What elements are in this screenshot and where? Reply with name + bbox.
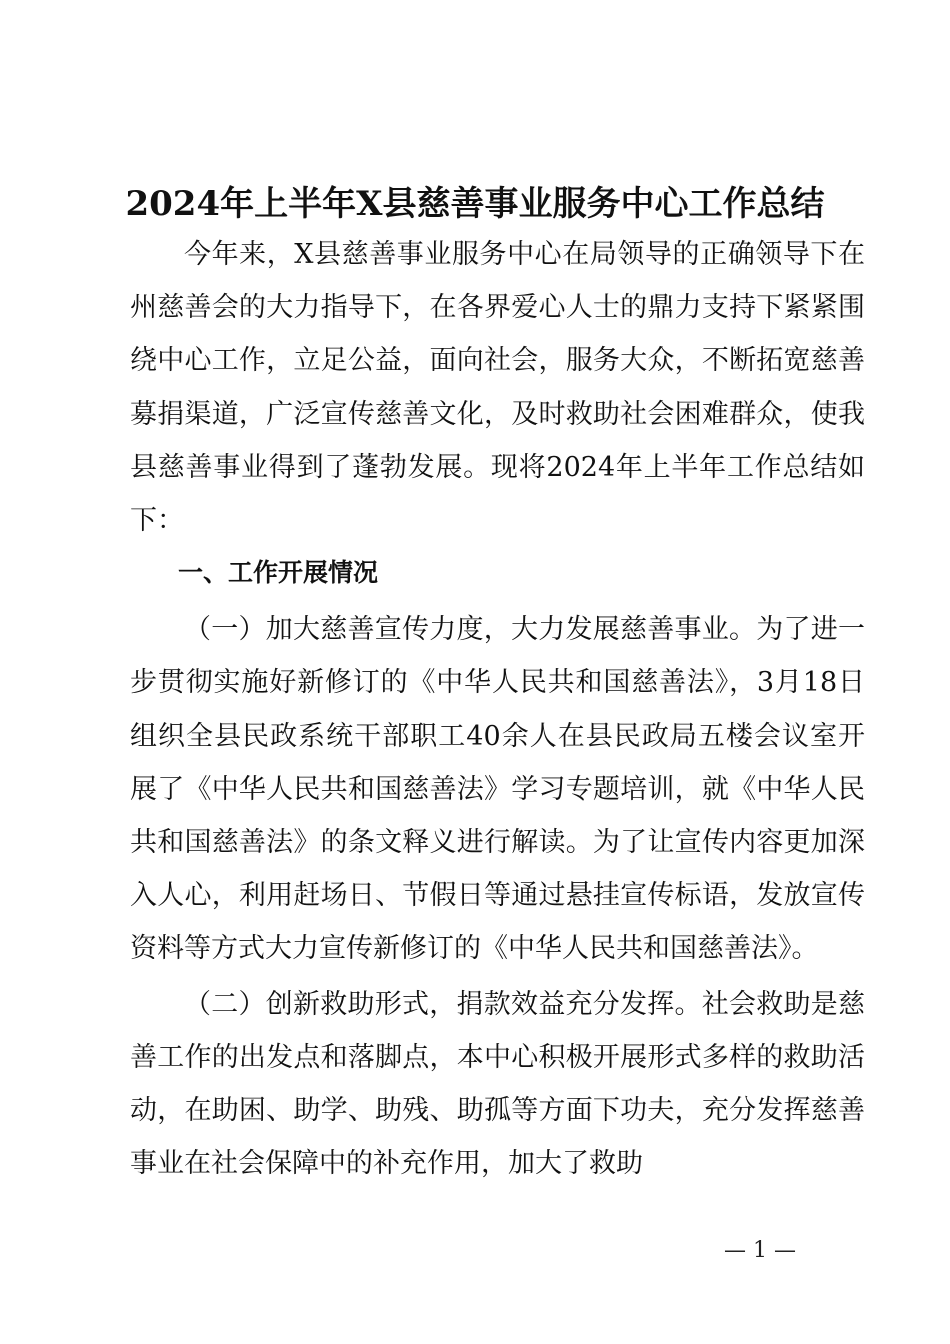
document-title: 2024年上半年X县慈善事业服务中心工作总结 [125, 184, 825, 224]
paragraph-1: （一）加大慈善宣传力度，大力发展慈善事业。为了进一步贯彻实施好新修订的《中华人民共和国慈善法》，3月18日组织全县民政系统干部职工40余人在县民政局五楼会议室开展了《中华人民共和国慈善法》学习专题培训，就《中华人民共和国慈善法》的条文释义进行解读。为了让宣传内容更加深入人心，利用赶场日、节假日等通过悬挂宣传标语，发放宣传资料等方式大力宣传新修订的《中华人民共和国慈善法》。 [130, 614, 865, 965]
page-number: — 1 — [724, 1238, 796, 1263]
document-body [130, 228, 865, 1190]
paragraph-2: （二）创新救助形式，捐款效益充分发挥。社会救助是慈善工作的出发点和落脚点，本中心积极开展形式多样的救助活动，在助困、助学、助残、助孤等方面下功夫，充分发挥慈善事业在社会保障中的补充作用，加大了救助 [130, 988, 865, 1180]
intro-paragraph: 今年来，X县慈善事业服务中心在局领导的正确领导下在州慈善会的大力指导下，在各界爱心人士的鼎力支持下紧紧围绕中心工作，立足公益，面向社会，服务大众，不断拓宽慈善募捐渠道，广泛宣传慈善文化，及时救助社会困难群众，使我县慈善事业得到了蓬勃发展。现将2024年上半年工作总结如下： [130, 239, 865, 537]
section-heading: 一、工作开展情况 [178, 558, 379, 588]
